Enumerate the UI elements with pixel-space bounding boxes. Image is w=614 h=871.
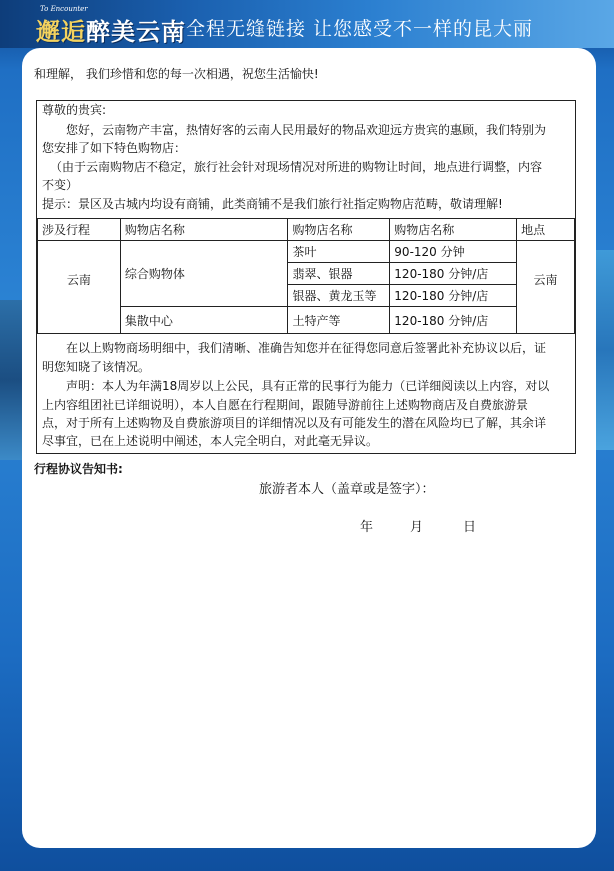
table-header: 涉及行程 bbox=[38, 219, 121, 241]
declaration-paragraph-1-line-1: 在以上购物商场明细中，我们清晰、准确告知您并在征得您同意后签署此补充协议以后，证 bbox=[66, 341, 547, 355]
shop-name-cell: 集散中心 bbox=[120, 307, 288, 334]
brand-logo-first: 邂逅 bbox=[36, 18, 86, 46]
declaration-paragraph-1-line-2: 明您知晓了该情况。 bbox=[42, 360, 151, 374]
table-header-row bbox=[38, 219, 575, 241]
scenery-left-decoration bbox=[0, 300, 22, 460]
notice-tip: 提示：景区及古城内均设有商铺，此类商铺不是我们旅行社指定购物店范畴，敬请理解! bbox=[42, 197, 503, 211]
declaration-paragraph-2-line-4: 尽事宜，已在上述说明中阐述，本人完全明白，对此毫无异议。 bbox=[42, 434, 379, 448]
salutation: 尊敬的贵宾: bbox=[42, 103, 107, 117]
item-cell: 茶叶 bbox=[288, 241, 390, 263]
item-cell: 翡翠、银器 bbox=[288, 263, 390, 285]
banner-slogan: 全程无缝链接 让您感受不一样的昆大丽 bbox=[186, 18, 534, 40]
date-day-label: 日 bbox=[463, 520, 477, 535]
region-cell: 云南 bbox=[38, 241, 121, 334]
item-cell: 银器、黄龙玉等 bbox=[288, 285, 390, 307]
time-cell: 120-180 分钟/店 bbox=[390, 263, 517, 285]
declaration-paragraph-2-line-1: 声明：本人为年满18周岁以上公民，具有正常的民事行为能力（已详细阅读以上内容，对以 bbox=[66, 379, 550, 393]
table-header: 购物店名称 bbox=[390, 219, 517, 241]
declaration-paragraph-2-line-3: 点，对于所有上述购物及自费旅游项目的详细情况以及有可能发生的潜在风险均已了解，其余详 bbox=[42, 416, 547, 430]
declaration-paragraph-2-line-2: 上内容组团社已详细说明），本人自愿在行程期间，跟随导游前往上述购物商店及自费旅游景 bbox=[42, 398, 529, 412]
intro-text: 和理解， 我们珍惜和您的每一次相遇，祝您生活愉快! bbox=[34, 67, 319, 81]
notice-title: 行程协议告知书: bbox=[34, 462, 123, 476]
table-header: 地点 bbox=[517, 219, 575, 241]
table-row bbox=[38, 241, 575, 263]
table-header: 购物店名称 bbox=[288, 219, 390, 241]
time-cell: 120-180 分钟/店 bbox=[390, 285, 517, 307]
notice-paragraph-2-line-2: 不变） bbox=[42, 178, 79, 192]
date-month-label: 月 bbox=[410, 520, 424, 535]
table-header: 购物店名称 bbox=[120, 219, 288, 241]
brand-english-name: To Encounter bbox=[40, 5, 88, 13]
brand-logo-rest: 醉美云南 bbox=[86, 18, 186, 46]
date-year-label: 年 bbox=[360, 520, 374, 535]
notice-paragraph-1-line-2: 您安排了如下特色购物店： bbox=[42, 141, 187, 155]
notice-paragraph-2-line-1: （由于云南购物店不稳定，旅行社会针对现场情况对所进的购物让时间，地点进行调整，内容 bbox=[50, 160, 543, 174]
signature-label: 旅游者本人（盖章或是签字）： bbox=[259, 482, 435, 497]
shopping-table bbox=[37, 218, 575, 334]
notice-paragraph-1-line-1: 您好，云南物产丰富，热情好客的云南人民用最好的物品欢迎远方贵宾的惠顾，我们特别为 bbox=[66, 123, 547, 137]
time-cell: 120-180 分钟/店 bbox=[390, 307, 517, 334]
header-banner bbox=[0, 0, 614, 48]
item-cell: 土特产等 bbox=[288, 307, 390, 334]
time-cell: 90-120 分钟 bbox=[390, 241, 517, 263]
brand-logo-text bbox=[36, 12, 186, 47]
shop-name-cell: 综合购物体 bbox=[120, 241, 288, 307]
location-cell: 云南 bbox=[517, 241, 575, 334]
